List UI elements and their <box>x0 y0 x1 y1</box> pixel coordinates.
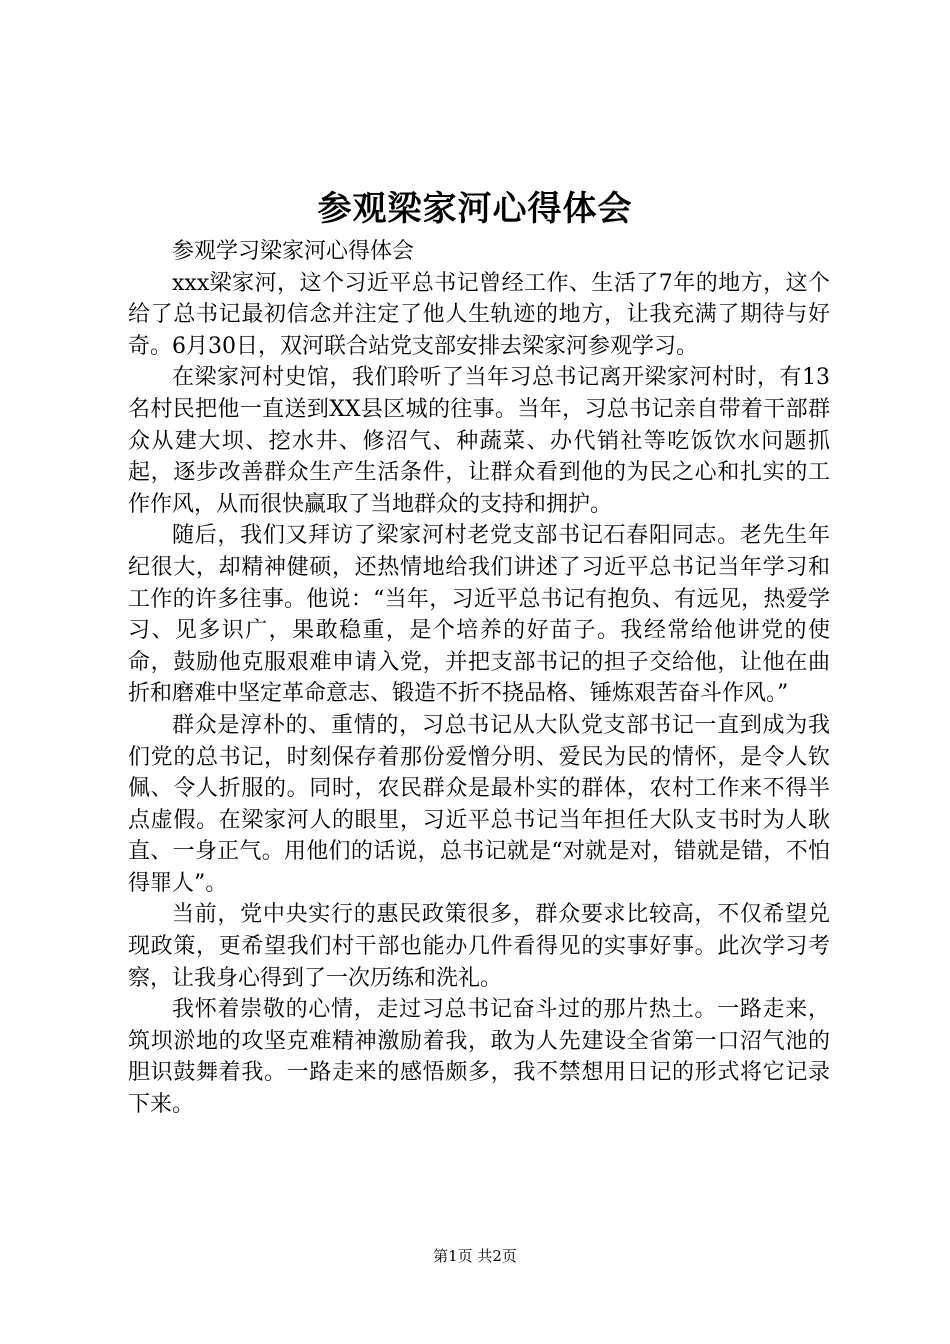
paragraph: 在梁家河村史馆，我们聆听了当年习总书记离开梁家河村时，有13名村民把他一直送到XX县区城的往事。当年，习总书记亲自带着干部群众从建大坝、挖水井、修沼气、种蔬菜、办代销社等吃饭饮水问题抓起，逐步改善群众生产生活条件，让群众看到他的为民之心和扎实的工作作风，从而很快赢取了当地群众的支持和拥护。 <box>128 365 830 517</box>
document-body <box>128 236 830 1121</box>
paragraph: 当前，党中央实行的惠民政策很多，群众要求比较高，不仅希望兑现政策，更希望我们村干部也能办几件看得见的实事好事。此次学习考察，让我身心得到了一次历练和洗礼。 <box>128 902 830 991</box>
paragraph: 随后，我们又拜访了梁家河村老党支部书记石春阳同志。老先生年纪很大，却精神健硕，还热情地给我们讲述了习近平总书记当年学习和工作的许多往事。他说：“当年，习近平总书记有抱负、有远见，热爱学习、见多识广，果敢稳重，是个培养的好苗子。我经常给他讲党的使命，鼓励他克服艰难申请入党，并把支部书记的担子交给他，让他在曲折和磨难中坚定革命意志、锻造不折不挠品格、锤炼艰苦奋斗作风。” <box>128 523 830 707</box>
paragraph: 我怀着崇敬的心情，走过习总书记奋斗过的那片热土。一路走来，筑坝淤地的攻坚克难精神激励着我，敢为人先建设全省第一口沼气池的胆识鼓舞着我。一路走来的感悟颇多，我不禁想用日记的形式将它记录下来。 <box>128 997 830 1118</box>
page-number-footer: 第1页 共2页 <box>433 1247 517 1265</box>
paragraph: 群众是淳朴的、重情的，习总书记从大队党支部书记一直到成为我们党的总书记，时刻保存着那份爱憎分明、爱民为民的情怀，是令人钦佩、令人折服的。同时，农民群众是最朴实的群体，农村工作来不得半点虚假。在梁家河人的眼里，习近平总书记当年担任大队支书时为人耿直、一身正气。用他们的话说，总书记就是“对就是对，错就是错，不怕得罪人”。 <box>128 712 830 896</box>
paragraph: xxx梁家河，这个习近平总书记曾经工作、生活了7年的地方，这个给了总书记最初信念并注定了他人生轨迹的地方，让我充满了期待与好奇。6月30日，双河联合站党支部安排去梁家河参观学习。 <box>128 270 830 359</box>
document-title: 参观梁家河心得体会 <box>317 189 633 229</box>
paragraph-subtitle: 参观学习梁家河心得体会 <box>172 239 415 264</box>
